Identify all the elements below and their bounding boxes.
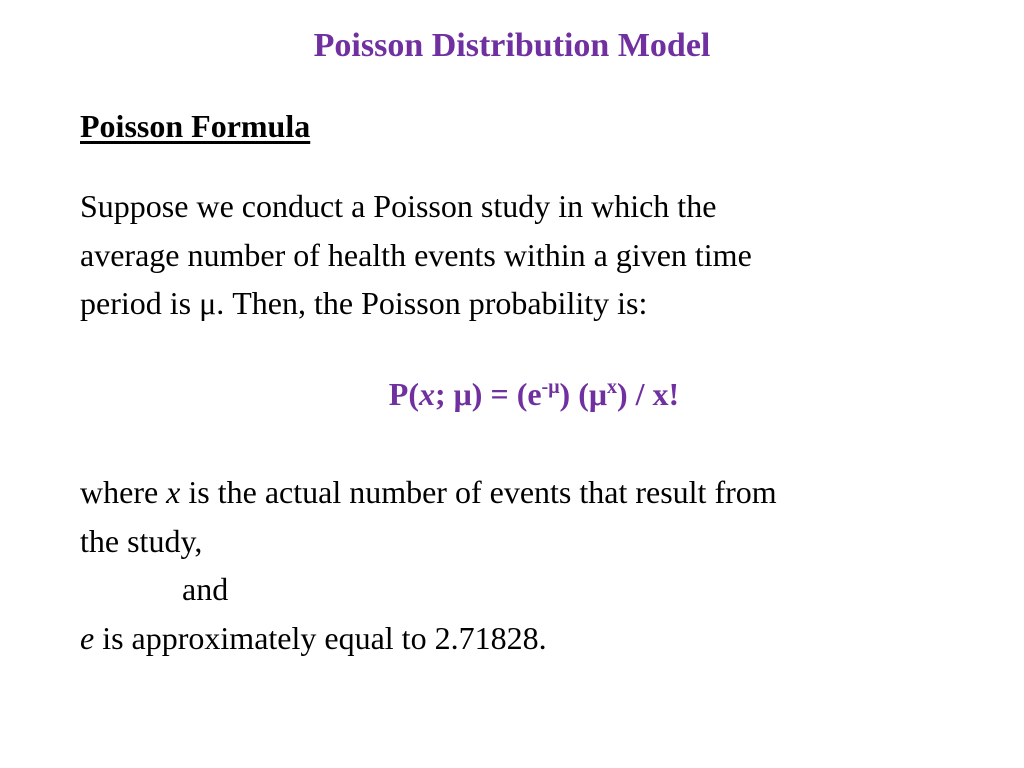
where-word: where (80, 474, 167, 510)
and-word: and (182, 571, 229, 607)
formula-tail: ) / x! (617, 376, 680, 412)
explanation-line-1 (80, 468, 980, 517)
explanation-line-2: the study, (80, 522, 203, 559)
intro-line-3: period is μ. Then, the Poisson probability is: (80, 285, 648, 321)
explanation-line-4-rest: is approximately equal to 2.71828. (94, 619, 547, 656)
formula-exponent-neg-mu: -μ (541, 376, 560, 398)
formula-exponent-x: x (607, 376, 617, 398)
explanation-line-4 (80, 614, 980, 663)
formula-x-variable: x (419, 376, 435, 412)
slide-title: Poisson Distribution Model (313, 27, 711, 64)
intro-paragraph (80, 182, 960, 328)
intro-line-2: average number of health events within a given time (80, 236, 752, 273)
poisson-formula (0, 372, 1024, 416)
explanation-line-1-rest: is the actual number of events that result from (180, 474, 777, 510)
formula-semicolon-mu: ; μ) = (e (435, 376, 542, 412)
explanation-paragraph (80, 468, 980, 662)
formula-p-open: P( (388, 376, 419, 412)
x-variable: x (166, 474, 181, 510)
formula-mid: ) (μ (559, 376, 607, 412)
section-heading: Poisson Formula (80, 108, 311, 144)
intro-line-1: Suppose we conduct a Poisson study in which the (80, 188, 717, 224)
e-variable: e (80, 619, 95, 656)
